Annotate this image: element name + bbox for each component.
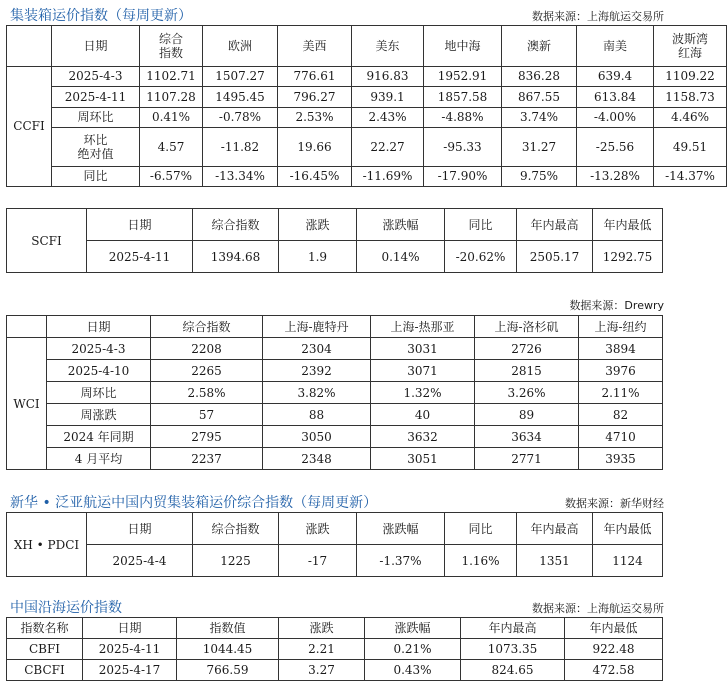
table-cell: 1044.45: [177, 639, 279, 660]
table-cell: 9.75%: [502, 166, 577, 186]
table-cell: 776.61: [278, 66, 352, 86]
xh-header-change-pct: 涨跌幅: [357, 513, 445, 545]
xh-header-date: 日期: [87, 513, 193, 545]
coastal-header-date: 日期: [83, 618, 177, 639]
table-cell: 2348: [263, 448, 371, 470]
ccfi-header-useast: 美东: [352, 26, 424, 67]
table-cell: 2.53%: [278, 107, 352, 127]
table-cell: 4 月平均: [47, 448, 151, 470]
ccfi-header-gulf: 波斯湾 红海: [654, 26, 727, 67]
table-cell: -14.37%: [654, 166, 727, 186]
table-cell: 916.83: [352, 66, 424, 86]
table-cell: 1952.91: [424, 66, 502, 86]
wci-label: WCI: [7, 338, 47, 470]
scfi-header-ytd-low: 年内最低: [593, 209, 663, 241]
table-cell: 922.48: [565, 639, 663, 660]
table-cell: 639.4: [577, 66, 654, 86]
wci-header-date: 日期: [47, 316, 151, 338]
table-cell: 19.66: [278, 127, 352, 166]
table-cell: 1.16%: [445, 545, 517, 577]
table-cell: 57: [151, 404, 263, 426]
table-cell: 2815: [475, 360, 579, 382]
scfi-table: [6, 208, 663, 273]
table-cell: 3935: [579, 448, 663, 470]
table-cell: 939.1: [352, 87, 424, 107]
table-cell: -16.45%: [278, 166, 352, 186]
xh-header-composite: 综合指数: [193, 513, 279, 545]
table-cell: -6.57%: [140, 166, 203, 186]
table-cell: 1351: [517, 545, 593, 577]
table-cell: 3071: [371, 360, 475, 382]
table-cell: 2795: [151, 426, 263, 448]
table-cell: 40: [371, 404, 475, 426]
wci-header-rotterdam: 上海-鹿特丹: [263, 316, 371, 338]
xh-header-change: 涨跌: [279, 513, 357, 545]
table-cell: 1109.22: [654, 66, 727, 86]
table-cell: 3051: [371, 448, 475, 470]
scfi-header-ytd-high: 年内最高: [517, 209, 593, 241]
scfi-header-date: 日期: [87, 209, 193, 241]
scfi-header-yoy: 同比: [445, 209, 517, 241]
table-cell: 3632: [371, 426, 475, 448]
xh-header-yoy: 同比: [445, 513, 517, 545]
table-cell: 613.84: [577, 87, 654, 107]
table-cell: 1292.75: [593, 241, 663, 273]
table-cell: 0.41%: [140, 107, 203, 127]
scfi-label: SCFI: [7, 209, 87, 273]
wci-header-newyork: 上海-纽约: [579, 316, 663, 338]
table-cell: 1507.27: [203, 66, 278, 86]
table-cell: 3634: [475, 426, 579, 448]
ccfi-header-med: 地中海: [424, 26, 502, 67]
scfi-header-change: 涨跌: [279, 209, 357, 241]
ccfi-header-anz: 澳新: [502, 26, 577, 67]
table-cell: 3.74%: [502, 107, 577, 127]
table-cell: 31.27: [502, 127, 577, 166]
scfi-header-composite: 综合指数: [193, 209, 279, 241]
table-cell: 1124: [593, 545, 663, 577]
table-cell: 1857.58: [424, 87, 502, 107]
table-cell: 82: [579, 404, 663, 426]
ccfi-header-samerica: 南美: [577, 26, 654, 67]
table-cell: 2025-4-4: [87, 545, 193, 577]
table-cell: -4.88%: [424, 107, 502, 127]
table-cell: 3.26%: [475, 382, 579, 404]
table-cell: 49.51: [654, 127, 727, 166]
table-cell: CBFI: [7, 639, 83, 660]
coastal-header-value: 指数值: [177, 618, 279, 639]
coastal-title: 中国沿海运价指数: [10, 600, 122, 616]
table-cell: -11.69%: [352, 166, 424, 186]
table-cell: 2025-4-11: [52, 87, 140, 107]
table-cell: 环比 绝对值: [52, 127, 140, 166]
table-cell: -0.78%: [203, 107, 278, 127]
table-cell: 周环比: [47, 382, 151, 404]
table-cell: 836.28: [502, 66, 577, 86]
ccfi-table: [6, 25, 727, 187]
table-cell: 周涨跌: [47, 404, 151, 426]
wci-header-composite: 综合指数: [151, 316, 263, 338]
table-cell: 1158.73: [654, 87, 727, 107]
table-cell: 2392: [263, 360, 371, 382]
coastal-header-ytd-high: 年内最高: [461, 618, 565, 639]
table-cell: 0.43%: [365, 660, 461, 681]
table-cell: 867.55: [502, 87, 577, 107]
table-cell: 89: [475, 404, 579, 426]
table-cell: 2726: [475, 338, 579, 360]
table-cell: 1107.28: [140, 87, 203, 107]
table-cell: 88: [263, 404, 371, 426]
xh-title: 新华 • 泛亚航运中国内贸集装箱运价综合指数（每周更新）: [10, 495, 378, 511]
table-cell: 1.9: [279, 241, 357, 273]
table-cell: 22.27: [352, 127, 424, 166]
table-cell: 2025-4-11: [87, 241, 193, 273]
xh-table: [6, 512, 663, 577]
xh-header-ytd-high: 年内最高: [517, 513, 593, 545]
wci-source: 数据来源：Drewry: [569, 299, 664, 312]
table-cell: 1495.45: [203, 87, 278, 107]
table-cell: 2265: [151, 360, 263, 382]
table-cell: 2304: [263, 338, 371, 360]
table-cell: 3976: [579, 360, 663, 382]
coastal-header-ytd-low: 年内最低: [565, 618, 663, 639]
table-cell: 2771: [475, 448, 579, 470]
wci-table: [6, 315, 663, 470]
table-cell: 0.14%: [357, 241, 445, 273]
table-cell: 4.46%: [654, 107, 727, 127]
table-cell: -95.33: [424, 127, 502, 166]
coastal-source: 数据来源：上海航运交易所: [532, 602, 664, 615]
ccfi-title: 集装箱运价指数（每周更新）: [10, 8, 192, 24]
coastal-header-change: 涨跌: [279, 618, 365, 639]
table-cell: 1225: [193, 545, 279, 577]
table-cell: -25.56: [577, 127, 654, 166]
table-cell: -17.90%: [424, 166, 502, 186]
coastal-table: [6, 617, 663, 681]
table-cell: 1102.71: [140, 66, 203, 86]
table-cell: 2.21: [279, 639, 365, 660]
scfi-header-change-pct: 涨跌幅: [357, 209, 445, 241]
wci-header-genoa: 上海-热那亚: [371, 316, 475, 338]
table-cell: 2025-4-17: [83, 660, 177, 681]
ccfi-header-uswest: 美西: [278, 26, 352, 67]
table-cell: 0.21%: [365, 639, 461, 660]
table-cell: 3.82%: [263, 382, 371, 404]
table-cell: 3031: [371, 338, 475, 360]
table-cell: 3.27: [279, 660, 365, 681]
coastal-header-change-pct: 涨跌幅: [365, 618, 461, 639]
table-cell: 同比: [52, 166, 140, 186]
ccfi-header-composite: 综合 指数: [140, 26, 203, 67]
ccfi-corner: [7, 26, 52, 67]
ccfi-source: 数据来源：上海航运交易所: [532, 10, 664, 23]
table-cell: 2025-4-10: [47, 360, 151, 382]
table-cell: -13.34%: [203, 166, 278, 186]
table-cell: 3894: [579, 338, 663, 360]
table-cell: 472.58: [565, 660, 663, 681]
table-cell: 1073.35: [461, 639, 565, 660]
table-cell: 2025-4-11: [83, 639, 177, 660]
table-cell: 2.11%: [579, 382, 663, 404]
ccfi-header-date: 日期: [52, 26, 140, 67]
wci-header-losangeles: 上海-洛杉矶: [475, 316, 579, 338]
coastal-header-name: 指数名称: [7, 618, 83, 639]
table-cell: 3050: [263, 426, 371, 448]
table-cell: 1394.68: [193, 241, 279, 273]
table-cell: 2505.17: [517, 241, 593, 273]
table-cell: -4.00%: [577, 107, 654, 127]
table-cell: 2024 年同期: [47, 426, 151, 448]
table-cell: -17: [279, 545, 357, 577]
table-cell: 2237: [151, 448, 263, 470]
table-cell: 796.27: [278, 87, 352, 107]
table-cell: -11.82: [203, 127, 278, 166]
xh-label: XH • PDCI: [7, 513, 87, 577]
table-cell: 2208: [151, 338, 263, 360]
table-cell: -20.62%: [445, 241, 517, 273]
ccfi-label: CCFI: [7, 66, 52, 186]
table-cell: 4710: [579, 426, 663, 448]
table-cell: 周环比: [52, 107, 140, 127]
table-cell: 766.59: [177, 660, 279, 681]
table-cell: -1.37%: [357, 545, 445, 577]
ccfi-header-europe: 欧洲: [203, 26, 278, 67]
xh-header-ytd-low: 年内最低: [593, 513, 663, 545]
table-cell: 1.32%: [371, 382, 475, 404]
wci-corner: [7, 316, 47, 338]
table-cell: 2025-4-3: [47, 338, 151, 360]
table-cell: -13.28%: [577, 166, 654, 186]
xh-source: 数据来源：新华财经: [565, 497, 664, 510]
table-cell: 2025-4-3: [52, 66, 140, 86]
table-cell: CBCFI: [7, 660, 83, 681]
table-cell: 824.65: [461, 660, 565, 681]
table-cell: 2.58%: [151, 382, 263, 404]
table-cell: 2.43%: [352, 107, 424, 127]
table-cell: 4.57: [140, 127, 203, 166]
